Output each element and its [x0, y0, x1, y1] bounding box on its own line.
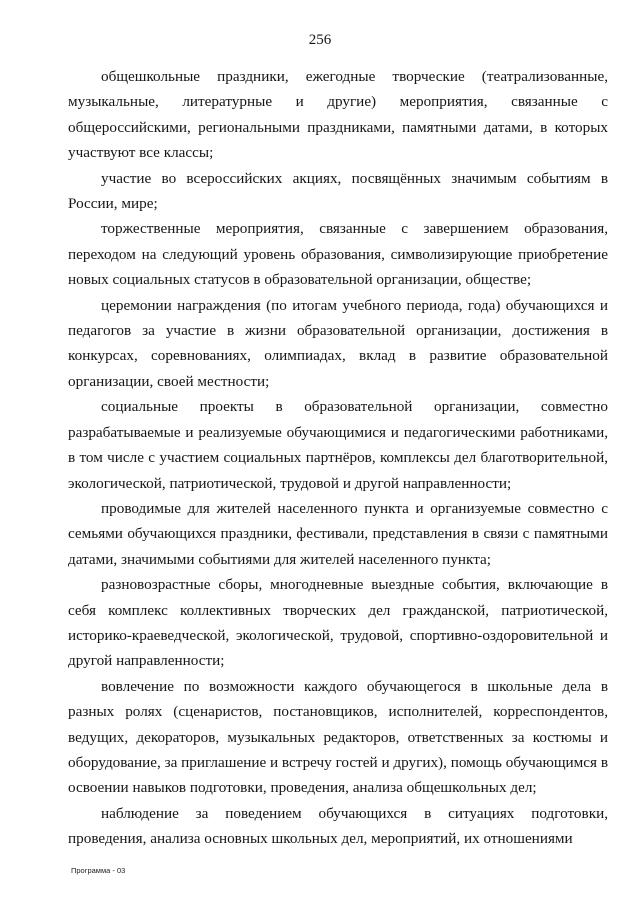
paragraph-graduation-events: торжественные мероприятия, связанные с завершением образования, переходом на следующий уровень образования, символизирующие приобретение новых социальных статусов в образовательной организации, обществе;: [68, 220, 608, 289]
paragraph-student-involvement: вовлечение по возможности каждого обучающегося в школьные дела в разных ролях (сценаристов, постановщиков, исполнителей, корреспондентов, ведущих, декораторов, музыкальных редакторов, ответственных за костюмы и оборудование, за приглашение и встречу гостей и других), помощь обучающимся в освоении навыков подготовки, проведения, анализа общешкольных дел;: [68, 677, 608, 797]
paragraph-national-actions: участие во всероссийских акциях, посвящённых значимым событиям в России, мире;: [68, 169, 608, 213]
paragraph-award-ceremonies: церемонии награждения (по итогам учебного периода, года) обучающихся и педагогов за участие в жизни образовательной организации, достижения в конкурсах, соревнованиях, олимпиадах, вклад в развитие образовательной организации, своей местности;: [68, 296, 608, 390]
paragraph-community-events: проводимые для жителей населенного пункта и организуемые совместно с семьями обучающихся праздники, фестивали, представления в связи с памятными датами, значимыми событиями для жителей населенного пункта;: [68, 499, 608, 568]
document-body: [68, 64, 608, 852]
paragraph-mixed-age-gatherings: разновозрастные сборы, многодневные выездные события, включающие в себя комплекс коллективных творческих дел гражданской, патриотической, историко-краеведческой, экологической, трудовой, спортивно-оздоровительной и другой направленности;: [68, 576, 608, 670]
paragraph-behavior-observation: наблюдение за поведением обучающихся в ситуациях подготовки, проведения, анализа основных школьных дел, мероприятий, их отношениями: [68, 804, 608, 848]
paragraph-school-holidays: общешкольные праздники, ежегодные творческие (театрализованные, музыкальные, литературные и другие) мероприятия, связанные с общероссийскими, региональными праздниками, памятными датами, в которых участвуют все классы;: [68, 68, 608, 162]
page-number: 256: [308, 32, 332, 48]
footer-program-label: Программа - 03: [71, 866, 126, 875]
paragraph-social-projects: социальные проекты в образовательной организации, совместно разрабатываемые и реализуемые обучающимися и педагогическими работниками, в том числе с участием социальных партнёров, комплексы дел благотворительной, экологической, патриотической, трудовой и другой направленности;: [68, 398, 608, 492]
